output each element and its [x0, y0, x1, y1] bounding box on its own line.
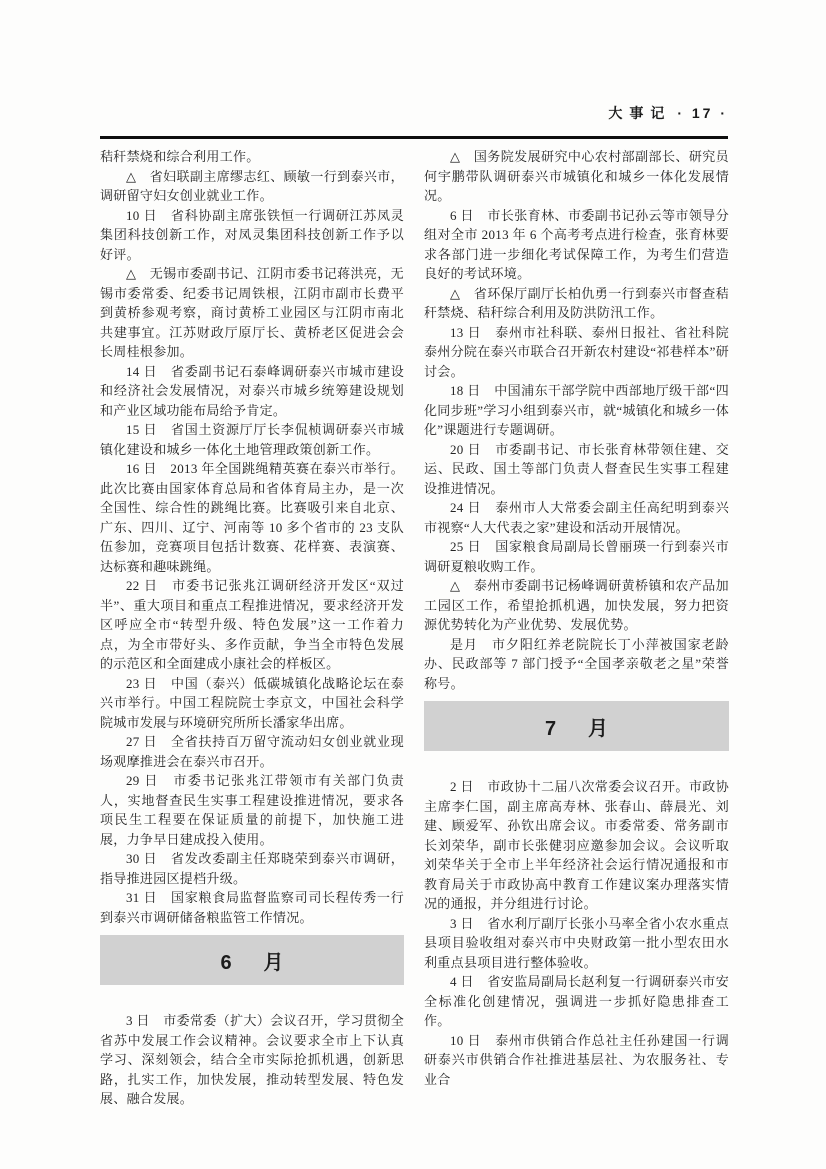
- event-paragraph: 秸秆禁烧和综合利用工作。: [100, 149, 260, 164]
- month-header-june-label: 6 月: [220, 951, 290, 974]
- event-paragraph: 14 日 省委副书记石泰峰调研泰兴市城市建设和经济社会发展情况，对泰兴市城乡统筹建设规划和产业区域功能布局给予肯定。: [100, 363, 404, 418]
- event-paragraph: △ 泰州市委副书记杨峰调研黄桥镇和农产品加工园区工作，希望抢抓机遇，加快发展，努力把资源优势转化为产业优势、发展优势。: [424, 578, 729, 632]
- event-paragraph: △ 省妇联副主席缪志红、顾敏一行到泰兴市，调研留守妇女创业就业工作。: [100, 168, 404, 203]
- event-paragraph: 16 日 2013 年全国跳绳精英赛在泰兴市举行。此次比赛由国家体育总局和省体育局主办，是一次全国性、综合性的跳绳比赛。比赛吸引来自北京、广东、四川、辽宁、河南等 10 多个省市的 23 支队伍参加，竞赛项目包括计数赛、花样赛、表演赛、达标赛和趣味跳绳。: [100, 461, 404, 574]
- event-paragraph: 13 日 泰州市社科联、泰州日报社、省社科院泰州分院在泰兴市联合召开新农村建设“祁巷样本”研讨会。: [424, 324, 729, 379]
- event-paragraph: 15 日 省国土资源厅厅长李侃桢调研泰兴市城镇化建设和城乡一体化土地管理政策创新工作。: [100, 422, 404, 457]
- event-paragraph: 29 日 市委书记张兆江带领市有关部门负责人，实地督查民生实事工程建设推进情况，要求各项民生工程要在保证质量的前提下，加快施工进展，力争早日建成投入使用。: [100, 773, 404, 847]
- event-paragraph: 31 日 国家粮食局监督监察司司长程传秀一行到泰兴市调研储备粮监管工作情况。: [100, 890, 404, 925]
- event-paragraph: 6 日 市长张育林、市委副书记孙云等市领导分组对全市 2013 年 6 个高考考点进行检查，张育林要求各部门进一步细化考试保障工作，为考生们营造良好的考试环境。: [424, 207, 729, 281]
- event-paragraph: 3 日 省水利厅副厅长张小马率全省小农水重点县项目验收组对泰兴市中央财政第一批小型农田水利重点县项目进行整体验收。: [424, 915, 729, 970]
- event-paragraph: 24 日 泰州市人大常委会副主任高纪明到泰兴市视察“人大代表之家”建设和活动开展情况。: [424, 500, 729, 535]
- event-paragraph: 22 日 市委书记张兆江调研经济开发区“双过半”、重大项目和重点工程推进情况，要求经济开发区呼应全市“转型升级、特色发展”这一工作着力点，为全市带好头、多作贡献，争当全市特色发展的示范区和全面建成小康社会的样板区。: [100, 578, 404, 671]
- left-column: [100, 147, 404, 1109]
- event-paragraph: 3 日 市委常委（扩大）会议召开，学习贯彻全省苏中发展工作会议精神。会议要求全市上下认真学习、深刻领会，结合全市实际抢抓机遇，创新思路，扎实工作，加快发展，推动转型发展、特色发展、融合发展。: [100, 1013, 404, 1106]
- event-paragraph: 4 日 省安监局副局长赵利复一行调研泰兴市安全标准化创建情况，强调进一步抓好隐患排查工作。: [424, 974, 729, 1028]
- event-paragraph: △ 无锡市委副书记、江阴市委书记蒋洪亮，无锡市委常委、纪委书记周铁根，江阴市副市长费平到黄桥参观考察，商讨黄桥工业园区与江阴市南北共建事宜。江苏财政厅原厅长、黄桥老区促进会会长周桂根参加。: [100, 266, 404, 359]
- right-column: [424, 147, 729, 1089]
- event-paragraph: 20 日 市委副书记、市长张育林带领住建、交运、民政、国土等部门负责人督查民生实事工程建设推进情况。: [424, 441, 729, 496]
- month-header-july: [424, 701, 729, 751]
- month-header-july-label: 7 月: [544, 717, 615, 740]
- header-rule: [100, 136, 728, 139]
- event-paragraph: 23 日 中国（泰兴）低碳城镇化战略论坛在泰兴市举行。中国工程院院士李京文，中国社会科学院城市发展与环境研究所所长潘家华出席。: [100, 675, 404, 730]
- event-paragraph: 是月 市夕阳红养老院院长丁小萍被国家老龄办、民政部等 7 部门授予“全国孝亲敬老之星”荣誉称号。: [424, 636, 729, 691]
- event-paragraph: 18 日 中国浦东干部学院中西部地厅级干部“四化同步班”学习小组到泰兴市，就“城镇化和城乡一体化”课题进行专题调研。: [424, 383, 729, 437]
- event-paragraph: △ 省环保厅副厅长柏仇勇一行到泰兴市督查秸秆禁烧、秸秆综合利用及防洪防汛工作。: [424, 285, 729, 320]
- event-paragraph: 27 日 全省扶持百万留守流动妇女创业就业现场观摩推进会在泰兴市召开。: [100, 734, 404, 769]
- month-header-june: [100, 935, 404, 985]
- event-paragraph: 30 日 省发改委副主任郑晓荣到泰兴市调研，指导推进园区提档升级。: [100, 851, 404, 886]
- event-paragraph: 25 日 国家粮食局副局长曾丽瑛一行到泰兴市调研夏粮收购工作。: [424, 539, 729, 574]
- event-paragraph: 2 日 市政协十二届八次常委会议召开。市政协主席李仁国，副主席高寿林、张春山、薛晨光、刘建、顾爱军、孙钦出席会议。市委常委、常务副市长刘荣华，副市长张健羽应邀参加会议。会议听取刘荣华关于全市上半年经济社会运行情况通报和市教育局关于市政协高中教育工作建议案办理落实情况的通报，并分组进行讨论。: [424, 779, 729, 911]
- page-header: [100, 103, 728, 123]
- page-number: · 17 ·: [677, 105, 728, 121]
- event-paragraph: 10 日 泰州市供销合作总社主任孙建国一行调研泰兴市供销合作社推进基层社、为农服务社、专业合: [424, 1032, 729, 1087]
- event-paragraph: △ 国务院发展研究中心农村部副部长、研究员何宇鹏带队调研泰兴市城镇化和城乡一体化发展情况。: [424, 149, 729, 203]
- event-paragraph: 10 日 省科协副主席张铁恒一行调研江苏凤灵集团科技创新工作，对凤灵集团科技创新工作予以好评。: [100, 207, 404, 262]
- chronicle-title: 大事记: [608, 105, 672, 121]
